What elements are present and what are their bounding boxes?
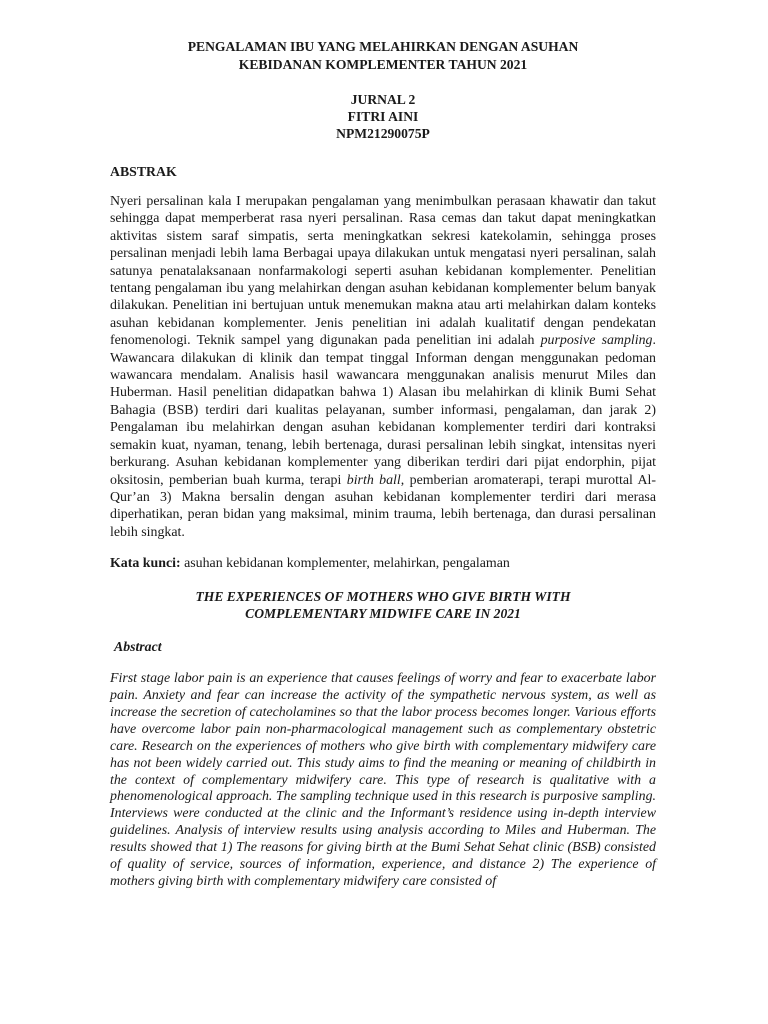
author-name: FITRI AINI xyxy=(347,109,419,124)
keywords-value: asuhan kebidanan komplementer, melahirkan, pengalaman xyxy=(180,556,510,572)
abstrak-italic-term-1: purposive sampling xyxy=(540,333,653,349)
journal-label: JURNAL 2 xyxy=(350,92,416,107)
student-id: NPM21290075P xyxy=(336,126,430,141)
abstrak-italic-term-2: birth ball xyxy=(346,472,401,488)
keywords-line xyxy=(110,555,656,573)
abstrak-body xyxy=(110,193,656,541)
english-title-line-1: THE EXPERIENCES OF MOTHERS WHO GIVE BIRTH WITH xyxy=(195,589,571,605)
abstrak-heading: ABSTRAK xyxy=(110,164,177,179)
keywords-label: Kata kunci: xyxy=(110,556,181,572)
english-abstract-heading: Abstract xyxy=(114,639,162,655)
english-title-line-2: COMPLEMENTARY MIDWIFE CARE IN 2021 xyxy=(245,606,521,622)
author-block xyxy=(110,91,656,142)
abstrak-text-3: , pemberian aromaterapi, terapi murottal Al-Qur’an 3) Makna bersalin dengan asuhan kebidanan komplementer terdiri dari merasa diperhatikan, peran bidan yang maksimal, minim trauma, lebih bertenaga, dan durasi persalinan lebih singkat. xyxy=(110,472,656,540)
english-abstract-body: First stage labor pain is an experience that causes feelings of worry and fear to exacerbate labor pain. Anxiety and fear can increase the activity of the sympathetic nervous system, as well as increase the secretion of catecholamines so that the labor process becomes longer. Various efforts have overcome labor pain non-pharmacological management such as complementary obstetric care. Research on the experiences of mothers who give birth with complementary midwifery care has not been widely carried out. This study aims to find the meaning or meaning of childbirth in the context of complementary midwifery care. This type of research is qualitative with a phenomenological approach. The sampling technique used in this research is purposive sampling. Interviews were conducted at the clinic and the Informant’s residence using in-depth interview guidelines. Analysis of interview results using analysis according to Miles and Huberman. The results showed that 1) The reasons for giving birth at the Bumi Sehat Sehat clinic (BSB) consisted of quality of service, sources of information, experience, and distance 2) The experience of mothers giving birth with complementary midwifery care consisted of xyxy=(110,671,656,889)
abstrak-text-2: . Wawancara dilakukan di klinik dan tempat tinggal Informan dengan menggunakan pedoman wawancara mendalam. Analisis hasil wawancara menggunakan analisis menurut Miles dan Huberman. Hasil penelitian didapatkan bahwa 1) Alasan ibu melahirkan di klinik Bumi Sehat Bahagia (BSB) terdiri dari kualitas pelayanan, sumber informasi, pengalaman, dan jarak 2) Pengalaman ibu melahirkan dengan asuhan kebidanan komplementer terdiri dari kontraksi semakin kuat, nyaman, tenang, lebih bertenaga, durasi persalinan lebih singkat, intensitas nyeri berkurang. Asuhan kebidanan komplementer yang diberikan terdiri dari pijat endorphin, pijat oksitosin, pemberian buah kurma, terapi xyxy=(110,333,656,488)
abstrak-text-1: Nyeri persalinan kala I merupakan pengalaman yang menimbulkan perasaan khawatir dan takut sehingga dapat memperberat rasa nyeri persalinan. Rasa cemas dan takut dapat meningkatkan aktivitas sistem saraf simpatis, serta meningkatkan sekresi katekolamin, sehingga proses persalinan menjadi lebih lama Berbagai upaya dilakukan untuk mengatasi nyeri persalinan, salah satunya penatalaksanaan nonfarmakologi seperti asuhan kebidanan komplementer. Penelitian tentang pengalaman ibu yang melahirkan dengan asuhan kebidanan komplementer belum banyak dilakukan. Penelitian ini bertujuan untuk menemukan makna atau arti melahirkan dalam konteks asuhan kebidanan komplementer. Jenis penelitian ini adalah kualitatif dengan pendekatan fenomenologi. Teknik sampel yang digunakan pada penelitian ini adalah xyxy=(110,194,656,349)
document-page xyxy=(110,38,656,891)
paper-title-line-1: PENGALAMAN IBU YANG MELAHIRKAN DENGAN ASUHAN xyxy=(187,39,579,54)
paper-title xyxy=(110,38,656,74)
paper-title-line-2: KEBIDANAN KOMPLEMENTER TAHUN 2021 xyxy=(238,57,528,72)
english-title xyxy=(110,588,656,622)
